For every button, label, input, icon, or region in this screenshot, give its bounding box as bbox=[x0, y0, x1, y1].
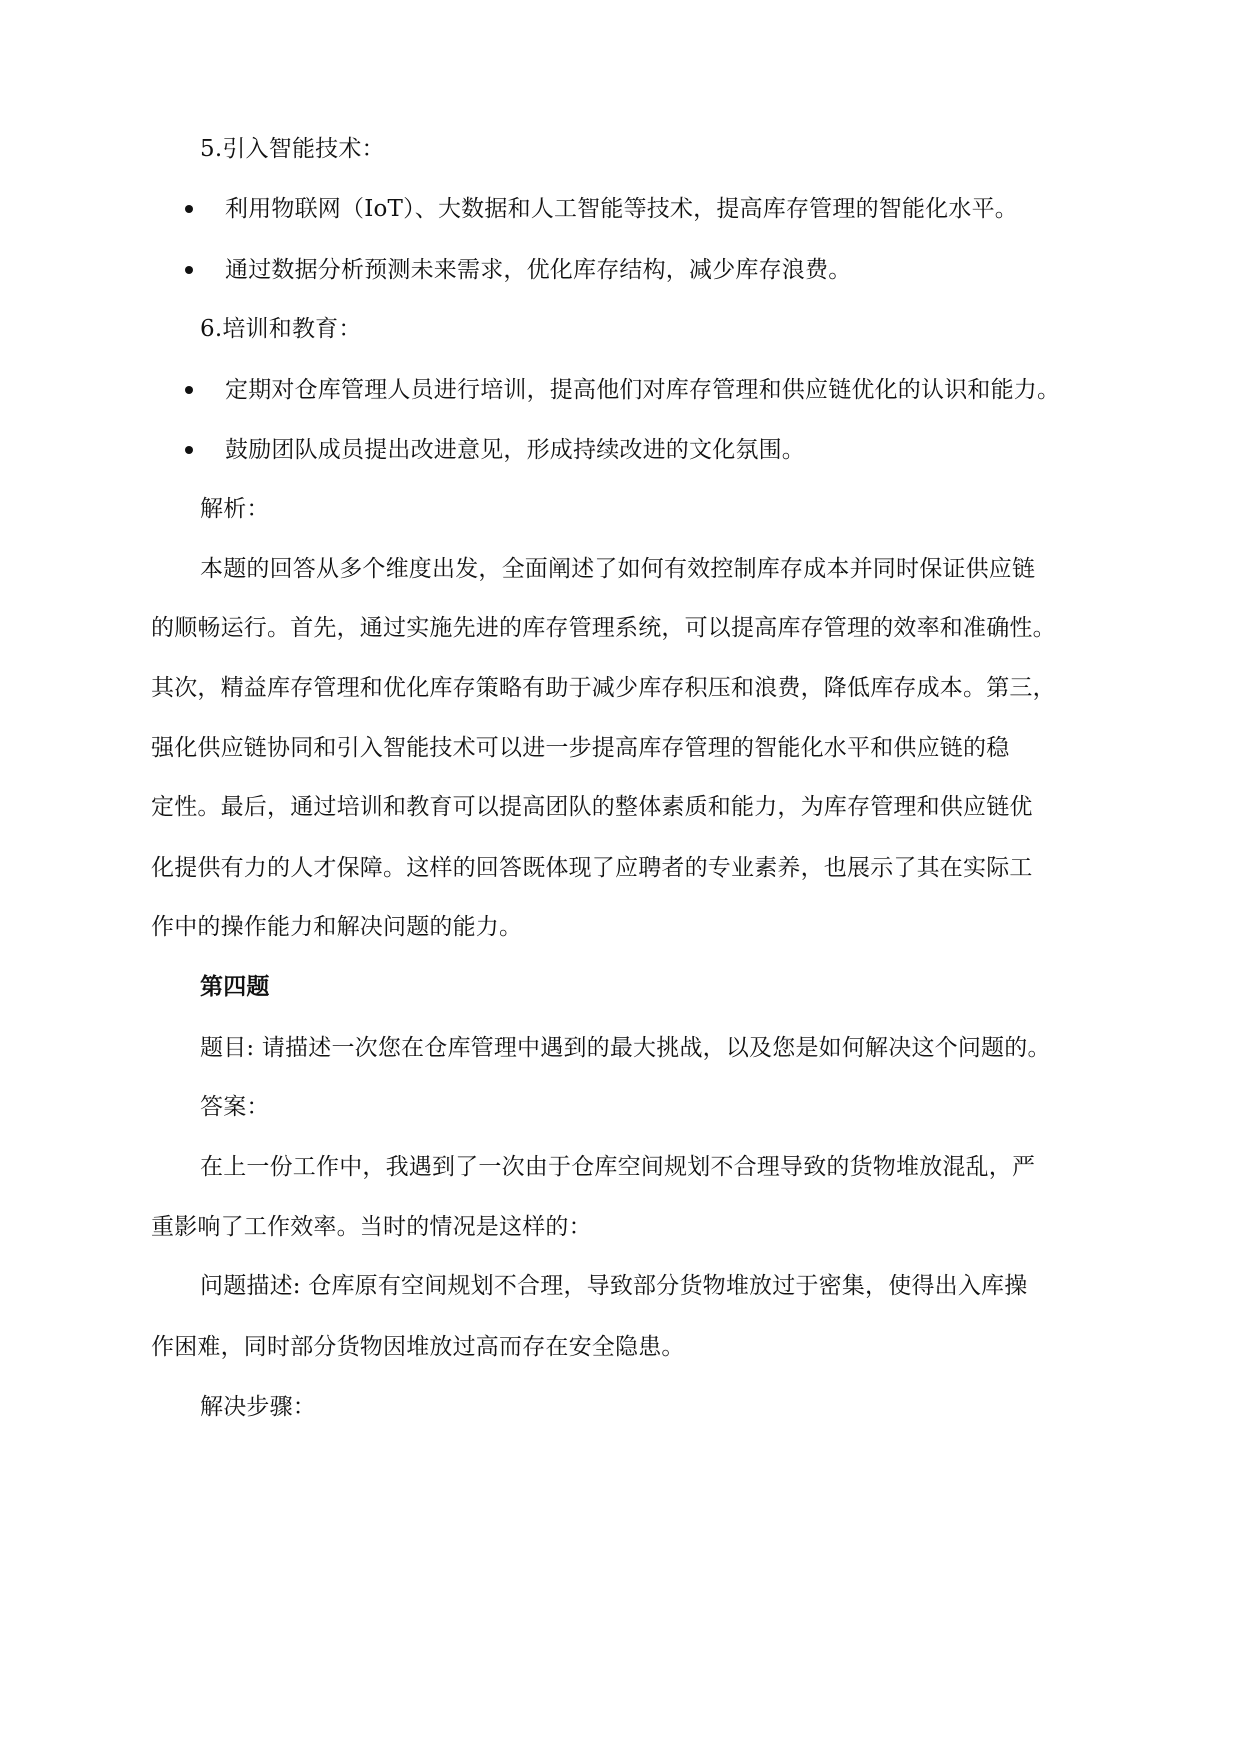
answer-paragraph-line: 重影响了工作效率。当时的情况是这样的： bbox=[151, 1214, 592, 1240]
bullet-icon bbox=[185, 386, 193, 394]
section6-bullet-1: 定期对仓库管理人员进行培训，提高他们对库存管理和供应链优化的认识和能力。 bbox=[225, 377, 1061, 403]
analysis-paragraph-line: 定性。最后，通过培训和教育可以提高团队的整体素质和能力，为库存管理和供应链优 bbox=[151, 794, 1033, 820]
analysis-paragraph-line: 本题的回答从多个维度出发，全面阐述了如何有效控制库存成本并同时保证供应链 bbox=[200, 556, 1036, 582]
analysis-paragraph-line: 化提供有力的人才保障。这样的回答既体现了应聘者的专业素养，也展示了其在实际工 bbox=[151, 855, 1033, 881]
steps-label: 解决步骤： bbox=[200, 1394, 316, 1420]
question-title: 第四题 bbox=[200, 973, 270, 1000]
section6-heading: 6.培训和教育： bbox=[200, 316, 362, 342]
analysis-paragraph-line: 其次，精益库存管理和优化库存策略有助于减少库存积压和浪费，降低库存成本。第三， bbox=[151, 675, 1056, 701]
section5-bullet-1: 利用物联网（IoT）、大数据和人工智能等技术，提高库存管理的智能化水平。 bbox=[225, 196, 1018, 222]
section5-bullet-2: 通过数据分析预测未来需求，优化库存结构，减少库存浪费。 bbox=[225, 257, 852, 283]
bullet-icon bbox=[185, 205, 193, 213]
problem-paragraph-line: 作困难，同时部分货物因堆放过高而存在安全隐患。 bbox=[151, 1334, 685, 1360]
bullet-icon bbox=[185, 446, 193, 454]
answer-label: 答案： bbox=[200, 1094, 270, 1120]
analysis-paragraph-line: 的顺畅运行。首先，通过实施先进的库存管理系统，可以提高库存管理的效率和准确性。 bbox=[151, 615, 1056, 641]
answer-paragraph-line: 在上一份工作中，我遇到了一次由于仓库空间规划不合理导致的货物堆放混乱，严 bbox=[200, 1154, 1036, 1180]
analysis-label: 解析： bbox=[200, 496, 270, 522]
section5-heading: 5.引入智能技术： bbox=[200, 136, 385, 162]
problem-paragraph-line: 问题描述: 仓库原有空间规划不合理，导致部分货物堆放过于密集，使得出入库操 bbox=[200, 1273, 1028, 1299]
bullet-icon bbox=[185, 266, 193, 274]
question-text: 题目: 请描述一次您在仓库管理中遇到的最大挑战，以及您是如何解决这个问题的。 bbox=[200, 1035, 1051, 1061]
analysis-paragraph-line: 作中的操作能力和解决问题的能力。 bbox=[151, 914, 523, 940]
analysis-paragraph-line: 强化供应链协同和引入智能技术可以进一步提高库存管理的智能化水平和供应链的稳 bbox=[151, 735, 1010, 761]
section6-bullet-2: 鼓励团队成员提出改进意见，形成持续改进的文化氛围。 bbox=[225, 437, 805, 463]
